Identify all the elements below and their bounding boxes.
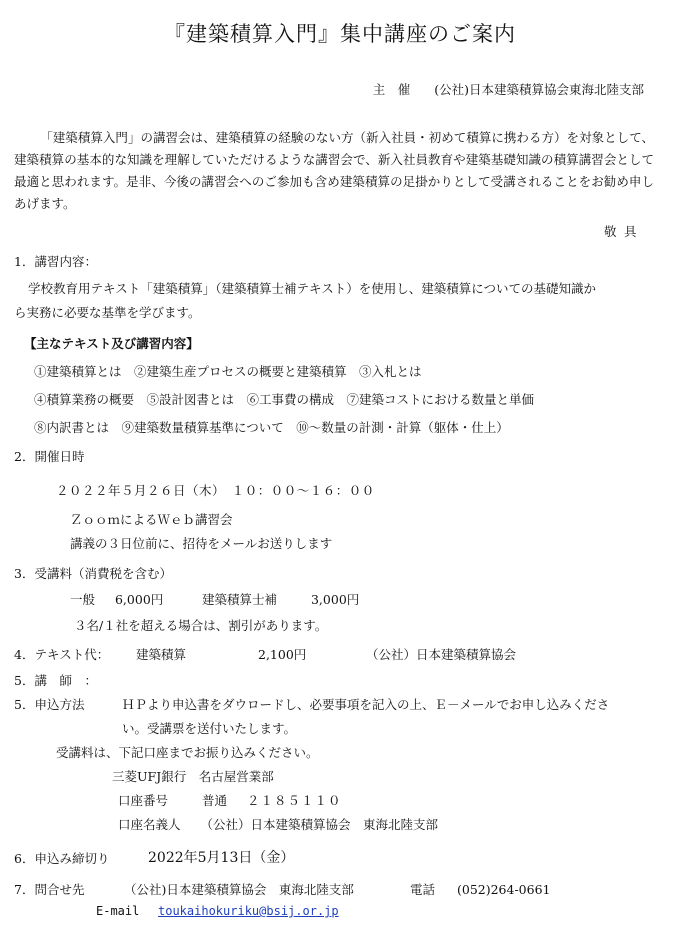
fee-general-label: 一般 bbox=[70, 592, 96, 607]
section-3-heading: 3．受講料（消費税を含む） bbox=[14, 566, 172, 581]
account-holder-line bbox=[118, 815, 438, 833]
text-publisher: （公社）日本建築積算協会 bbox=[366, 647, 517, 662]
fee-assistant bbox=[202, 590, 359, 608]
holder-label: 口座名義人 bbox=[118, 817, 181, 832]
topics-subheading: 【主なテキスト及び講習内容】 bbox=[24, 336, 199, 351]
application-line1: ＨＰより申込書をダウロードし、必要事項を記入の上、Ｅ－メールでお申し込みくださ bbox=[122, 697, 610, 712]
contact-phone bbox=[410, 880, 551, 898]
fee-general-value: 6,000円 bbox=[114, 592, 164, 607]
section-1-text-line1: 学校教育用テキスト「建築積算」（建築積算士補テキスト）を使用し、建築積算についての基礎知識か bbox=[28, 281, 597, 296]
event-format: ＺｏｏｍによるＷｅｂ講習会 bbox=[70, 512, 233, 527]
phone-label: 電話 bbox=[410, 882, 436, 897]
payment-note: 受講料は、下記口座までお振り込みください。 bbox=[56, 745, 319, 760]
account-type: 普通 bbox=[201, 793, 227, 808]
section-4-heading: 4．テキスト代： bbox=[14, 647, 110, 662]
host-line bbox=[373, 80, 644, 98]
account-number: ２１８５１１０ bbox=[246, 793, 342, 808]
fee-general bbox=[70, 590, 163, 608]
text-price: 2,100円 bbox=[258, 647, 307, 662]
section-5-application-heading: 5．申込方法 bbox=[14, 697, 85, 712]
topics-line: ⑧内訳書とは ⑨建築数量積算基準について ⑩～数量の計測・計算（躯体・仕上） bbox=[34, 420, 509, 435]
account-number-line bbox=[118, 791, 341, 809]
application-line2: い。受講票を送付いたします。 bbox=[122, 721, 297, 736]
phone-number: (052)264-0661 bbox=[456, 882, 551, 897]
email-link[interactable]: toukaihokuriku@bsij.or.jp bbox=[158, 904, 339, 918]
holder-name: （公社）日本建築積算協会 東海北陸支部 bbox=[200, 817, 438, 832]
topics-line: ①建築積算とは ②建築生産プロセスの概要と建築積算 ③入札とは bbox=[34, 364, 422, 379]
contact-org: （公社)日本建築積算協会 東海北陸支部 bbox=[124, 882, 354, 897]
event-datetime: ２０２２年５月２６日（木） １０：００～１６：００ bbox=[56, 483, 375, 498]
deadline-date: 2022年5月13日（金） bbox=[148, 850, 295, 866]
host-label: 主 催 bbox=[372, 82, 411, 97]
fee-assistant-value: 3,000円 bbox=[310, 592, 360, 607]
section-7-heading: 7．問合せ先 bbox=[14, 882, 85, 897]
account-label: 口座番号 bbox=[118, 793, 169, 808]
text-item: 建築積算 bbox=[136, 647, 187, 662]
host-org: (公社)日本建築積算協会東海北陸支部 bbox=[434, 82, 644, 97]
section-6-heading: 6．申込み締切り bbox=[14, 851, 110, 866]
invitation-note: 講義の３日位前に、招待をメールお送りします bbox=[70, 536, 333, 551]
bank-name: 三菱UFJ銀行 名古屋営業部 bbox=[112, 769, 274, 784]
section-2-heading: 2．開催日時 bbox=[14, 449, 85, 464]
closing-keigu: 敬具 bbox=[603, 224, 644, 239]
topics-line: ④積算業務の概要 ⑤設計図書とは ⑥工事費の構成 ⑦建築コストにおける数量と単価 bbox=[34, 392, 535, 407]
page-title: 『建築積算入門』集中講座のご案内 bbox=[164, 22, 516, 46]
fee-assistant-label: 建築積算士補 bbox=[202, 592, 278, 607]
discount-note: ３名/１社を超える場合は、割引があります。 bbox=[74, 618, 328, 633]
intro-paragraph: 「建築積算入門」の講習会は、建築積算の経験のない方（新入社員・初めて積算に携わる方）を対象として、建築積算の基本的な知識を理解していただけるような講習会で、新入社員教育や建築基礎知識の積算講習会として最適と思われます。是非、今後の講習会へのご参加も含め建築積算の足掛かりとして受講されることをお勧め申しあげます。 bbox=[14, 130, 654, 211]
email-label: E-mail bbox=[96, 904, 140, 918]
section-1-text-line2: ら実務に必要な基準を学びます。 bbox=[14, 305, 201, 320]
section-5-lecturer-heading: 5．講 師 ： bbox=[14, 673, 97, 688]
section-1-heading: 1．講習内容： bbox=[14, 254, 97, 269]
